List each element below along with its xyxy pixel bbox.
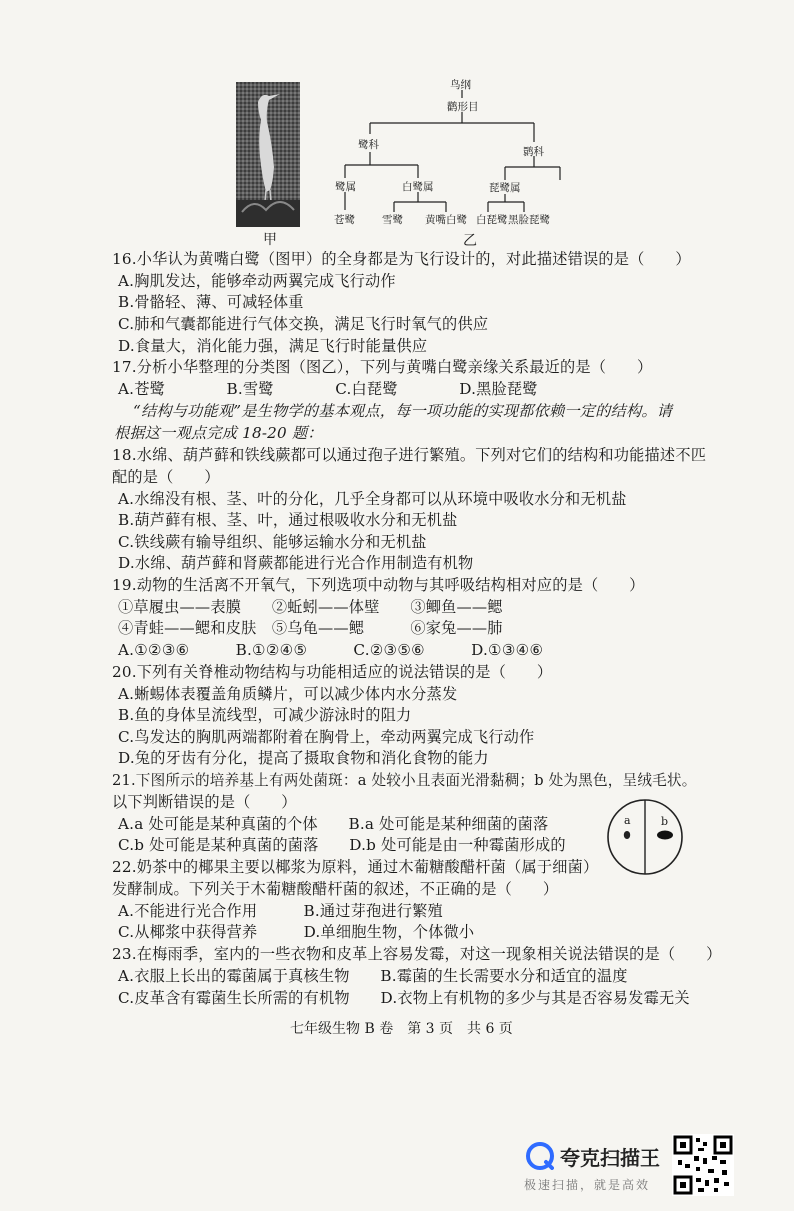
q23-options-cd: C.皮革含有霉菌生长所需的有机物 D.衣物上有机物的多少与其是否容易发霉无关 [118, 989, 690, 1007]
q17-stem: 17.分析小华整理的分类图（图乙），下列与黄嘴白鹭亲缘关系最近的是（ ） [112, 358, 653, 376]
qr-code-icon [672, 1134, 734, 1196]
q22-stem-1: 22.奶茶中的椰果主要以椰浆为原料，通过木葡糖酸醋杆菌（属于细菌） [112, 858, 599, 876]
tree-species-1: 苍鹭 [334, 214, 355, 226]
egret-image [236, 82, 300, 227]
scanner-slogan: 极速扫描，就是高效 [524, 1178, 651, 1192]
q20-option-a: A.蜥蜴体表覆盖角质鳞片，可以减少体内水分蒸发 [118, 685, 458, 703]
q18-option-b: B.葫芦藓有根、茎、叶，通过根吸收水分和无机盐 [118, 511, 458, 529]
tree-genus-3: 琵鹭属 [489, 182, 521, 194]
q20-stem: 20.下列有关脊椎动物结构与功能相适应的说法错误的是（ ） [112, 663, 553, 681]
q21-options-cd: C.b 处可能是某种真菌的菌落 D.b 处可能是由一种霉菌形成的 [118, 836, 566, 854]
q21-stem-2: 以下判断错误的是（ ） [112, 793, 297, 811]
petri-dish-figure [605, 797, 685, 877]
tree-genus-2: 白鹭属 [402, 181, 434, 193]
petri-label-b: b [661, 815, 669, 828]
q22-stem-2: 发酵制成。下列关于木葡糖酸醋杆菌的叙述，不正确的是（ ） [112, 880, 559, 898]
tree-species-5: 黑脸琵鹭 [508, 214, 550, 226]
q18-option-c: C.铁线蕨有输导组织、能够运输水分和无机盐 [118, 533, 427, 551]
q20-option-b: B.鱼的身体呈流线型，可减少游泳时的阻力 [118, 706, 412, 724]
colony-a [624, 831, 630, 839]
tree-family-2: 鹮科 [523, 146, 544, 158]
q16-option-a: A.胸肌发达，能够牵动两翼完成飞行动作 [118, 272, 396, 290]
q18-option-a: A.水绵没有根、茎、叶的分化，几乎全身都可以从环境中吸收水分和无机盐 [118, 490, 627, 508]
page-footer: 七年级生物 B 卷 第 3 页 共 6 页 [290, 1021, 513, 1037]
intro-line-2: 根据这一观点完成 18-20 题： [114, 424, 323, 442]
q20-option-d: D.兔的牙齿有分化，提高了摄取食物和消化食物的能力 [118, 749, 489, 767]
petri-label-a: a [624, 814, 631, 827]
petri-dish [605, 797, 685, 877]
quark-logo-icon [526, 1142, 554, 1170]
egret-photo [236, 82, 300, 227]
q18-stem-1: 18.水绵、葫芦藓和铁线蕨都可以通过孢子进行繁殖。下列对它们的结构和功能描述不匹 [112, 446, 707, 464]
q16-option-b: B.骨骼轻、薄、可减轻体重 [118, 293, 304, 311]
tree-genus-1: 鹭属 [335, 181, 356, 193]
q19-options: A.①②③⑥ B.①②④⑤ C.②③⑤⑥ D.①③④⑥ [118, 641, 544, 659]
tree-species-3: 黄嘴白鹭 [425, 214, 467, 226]
q17-options: A.苍鹭 B.雪鹭 C.白琵鹭 D.黑脸琵鹭 [118, 380, 538, 398]
photo-caption: 甲 [263, 232, 277, 248]
tree-family-1: 鹭科 [358, 139, 379, 151]
q19-stem: 19.动物的生活离不开氧气，下列选项中动物与其呼吸结构相对应的是（ ） [112, 576, 645, 594]
q19-items-2: ④青蛙——鳃和皮肤 ⑤乌龟——鳃 ⑥家兔——肺 [118, 619, 503, 637]
q21-stem-1: 21.下图所示的培养基上有两处菌斑：a 处较小且表面光滑黏稠；b 处为黑色，呈绒毛状。 [112, 772, 697, 789]
scanner-watermark [520, 1138, 770, 1200]
q16-stem: 16.小华认为黄嘴白鹭（图甲）的全身都是为飞行设计的，对此描述错误的是（ ） [112, 250, 691, 268]
q16-option-c: C.肺和气囊都能进行气体交换，满足飞行时氧气的供应 [118, 315, 489, 333]
tree-root: 鸟纲 [450, 79, 471, 91]
tree-species-4: 白琵鹭 [476, 214, 508, 226]
q16-option-d: D.食量大，消化能力强，满足飞行时能量供应 [118, 337, 428, 355]
tree-species-2: 雪鹭 [382, 214, 403, 226]
q18-stem-2: 配的是（ ） [112, 468, 220, 486]
tree-order: 鹳形目 [447, 101, 479, 113]
q20-option-c: C.鸟发达的胸肌两端都附着在胸骨上，牵动两翼完成飞行动作 [118, 728, 535, 746]
tree-caption: 乙 [463, 233, 477, 249]
q19-items-1: ①草履虫——表膜 ②蚯蚓——体壁 ③鲫鱼——鳃 [118, 598, 503, 616]
colony-b [657, 831, 673, 840]
scanner-name: 夸克扫描王 [560, 1146, 660, 1170]
q21-options-ab: A.a 处可能是某种真菌的个体 B.a 处可能是某种细菌的菌落 [118, 815, 549, 833]
q23-stem: 23.在梅雨季，室内的一些衣物和皮革上容易发霉，对这一现象相关说法错误的是（ ） [112, 945, 722, 963]
q22-options-ab: A.不能进行光合作用 B.通过芽孢进行繁殖 [118, 902, 443, 920]
q22-options-cd: C.从椰浆中获得营养 D.单细胞生物，个体微小 [118, 923, 475, 941]
intro-line-1: “结构与功能观”是生物学的基本观点，每一项功能的实现都依赖一定的结构。请 [133, 402, 673, 420]
q23-options-ab: A.衣服上长出的霉菌属于真核生物 B.霉菌的生长需要水分和适宜的温度 [118, 967, 628, 985]
q18-option-d: D.水绵、葫芦藓和肾蕨都能进行光合作用制造有机物 [118, 554, 474, 572]
